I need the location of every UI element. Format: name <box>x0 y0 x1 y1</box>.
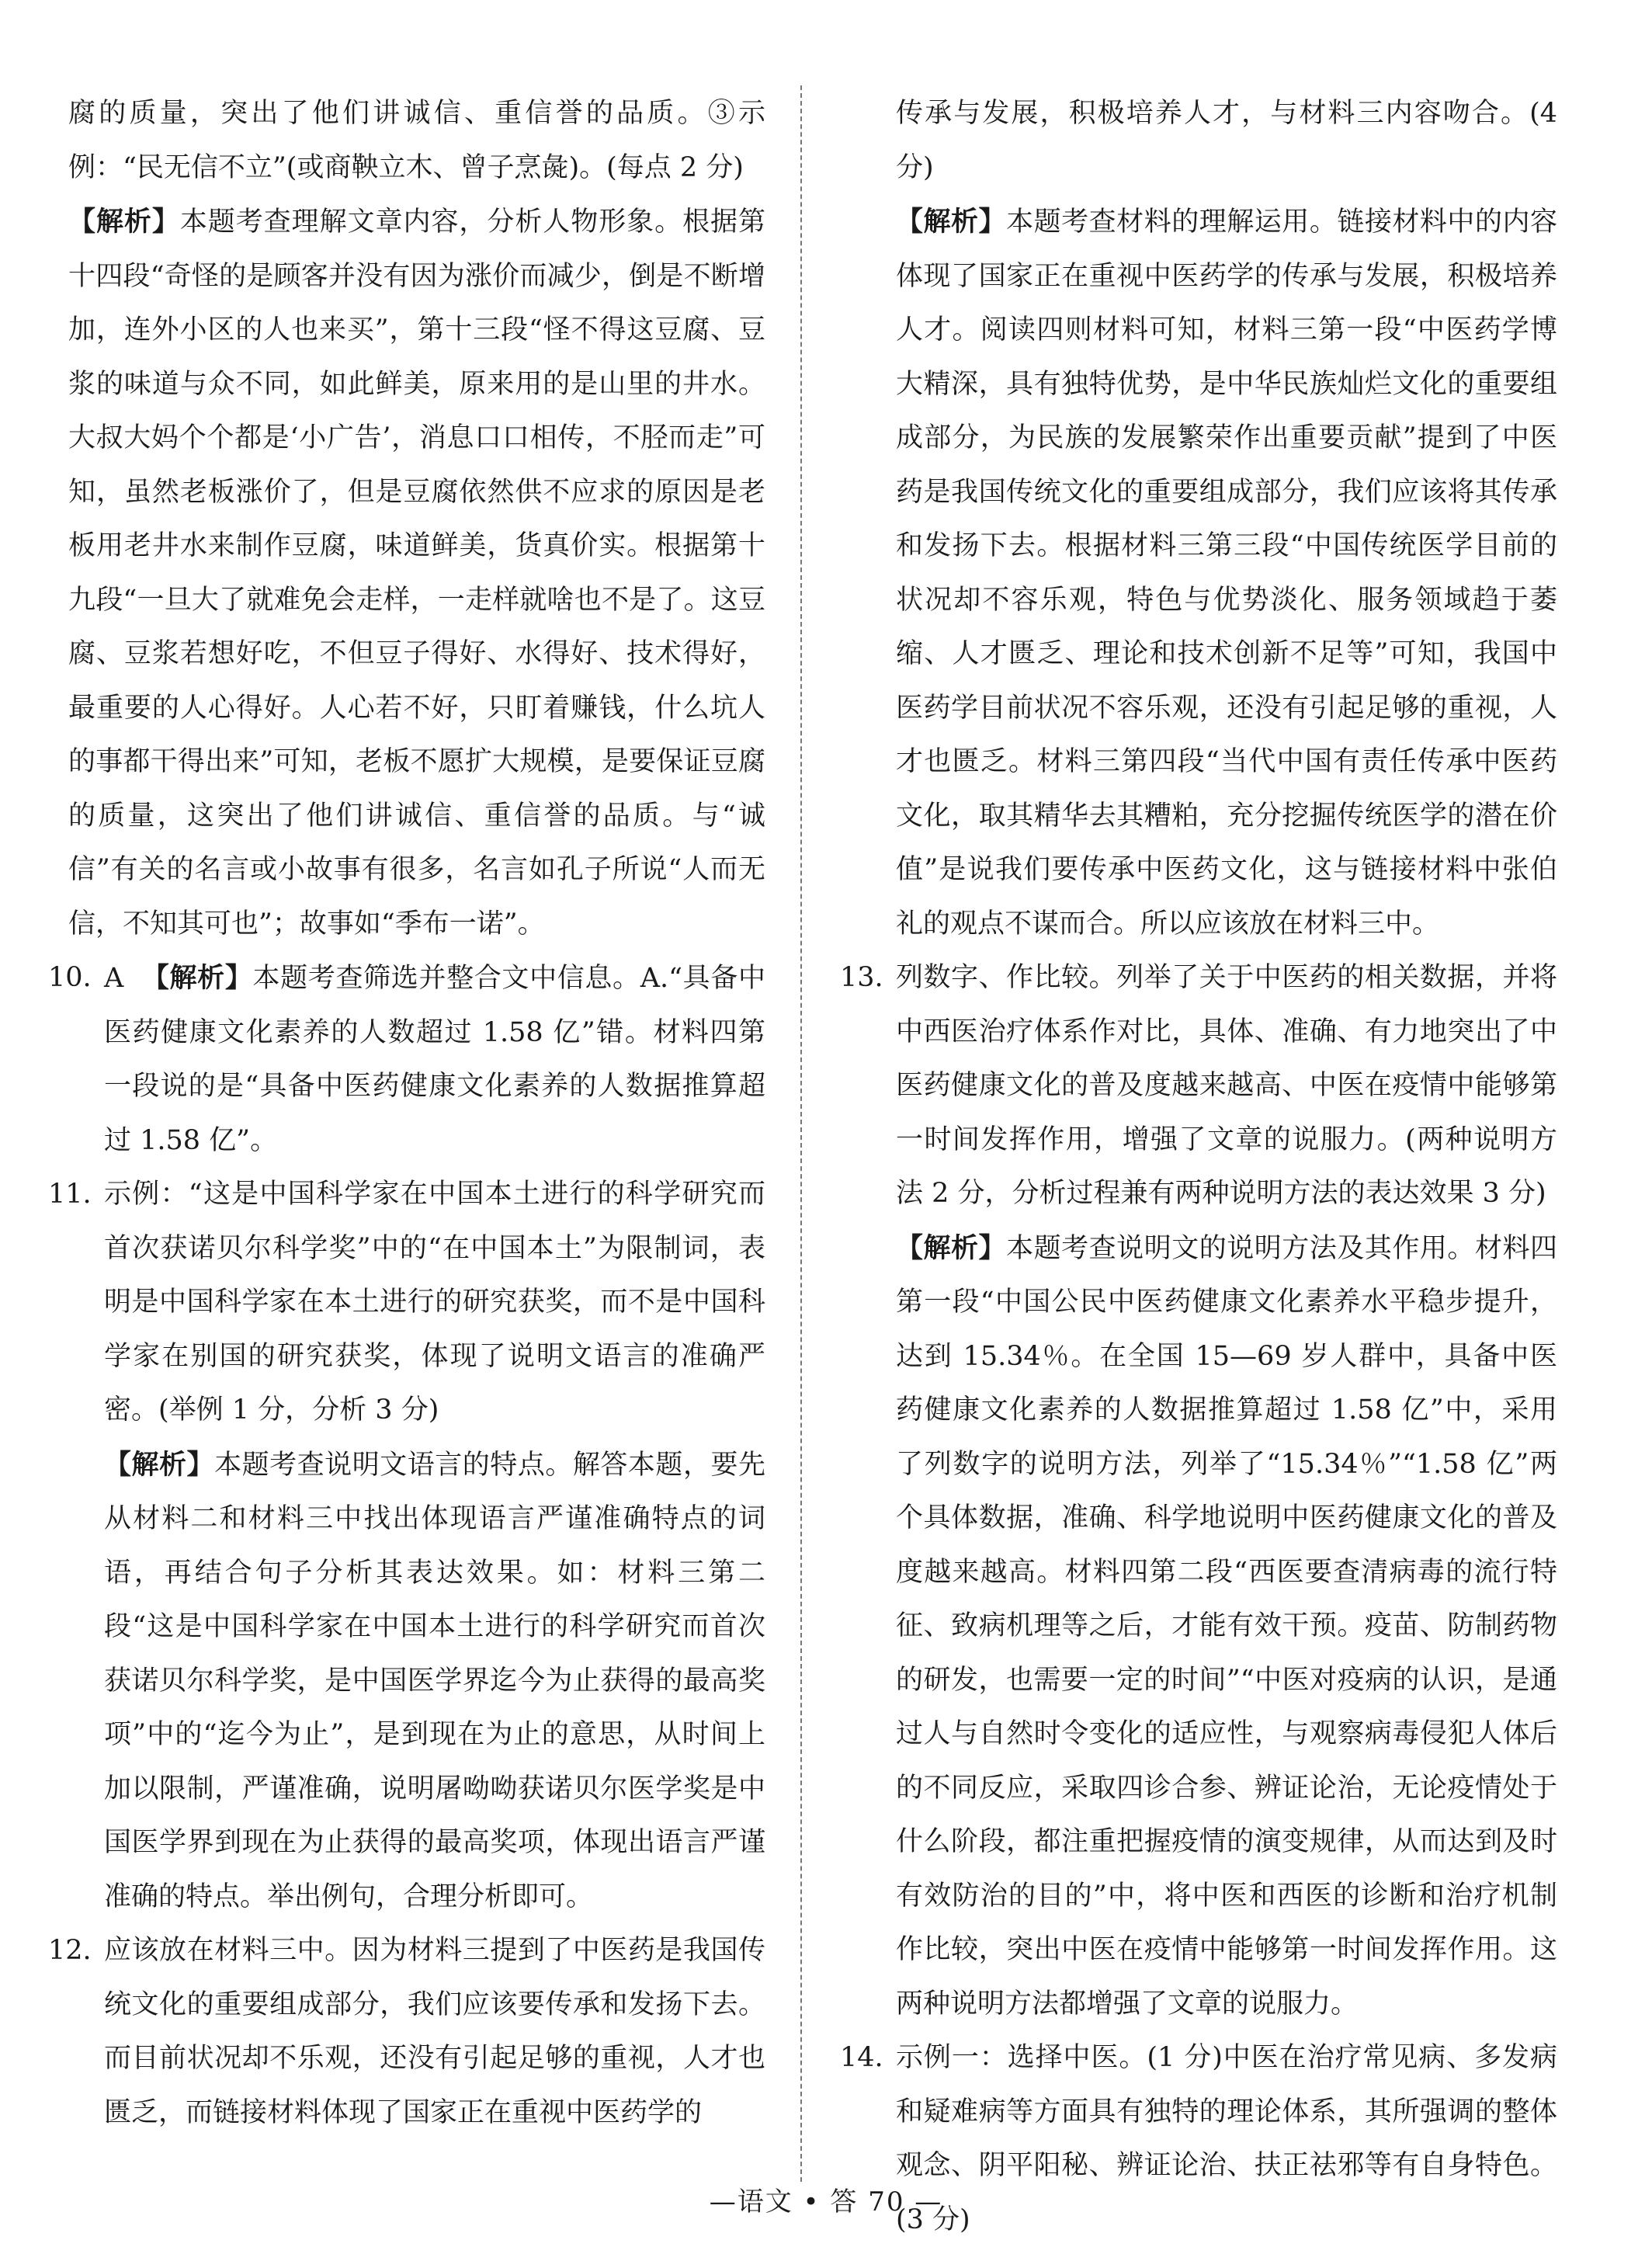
analysis-tag: 【解析】 <box>68 206 180 238</box>
right-column <box>840 87 1557 2247</box>
question-number: 13. <box>840 962 883 993</box>
question-11 <box>48 1168 765 1438</box>
answer-text: 列数字、作比较。列举了关于中医药的相关数据，并将中西医治疗体系作对比，具体、准确、有力地突出了中医药健康文化的普及度越来越高、中医在疫情中能够第一时间发挥作用，增强了文章的说服力。(两种说明方法 2 分，分析过程兼有两种说明方法的表达效果 3 分) <box>896 962 1557 1209</box>
analysis-tag: 【解析】 <box>141 962 253 994</box>
analysis-tag: 【解析】 <box>896 1231 1007 1264</box>
analysis-text: 本题考查理解文章内容，分析人物形象。根据第十四段“奇怪的是顾客并没有因为涨价而减少，倒是不断增加，连外小区的人也来买”，第十三段“怪不得这豆腐、豆浆的味道与众不同，如此鲜美，原来用的是山里的井水。大叔大妈个个都是‘小广告’，消息口口相传，不胫而走”可知，虽然老板涨价了，但是豆腐依然供不应求的原因是老板用老井水来制作豆腐，味道鲜美，货真价实。根据第十九段“一旦大了就难免会走样，一走样就啥也不是了。这豆腐、豆浆若想好吃，不但豆子得好、水得好、技术得好，最重要的人心得好。人心若不好，只盯着赚钱，什么坑人的事都干得出来”可知，老板不愿扩大规模，是要保证豆腐的质量，这突出了他们讲诚信、重信誉的品质。与“诚信”有关的名言或小故事有很多，名言如孔子所说“人而无信，不知其可也”；故事如“季布一诺”。 <box>68 207 765 939</box>
analysis-text: 本题考查说明文语言的特点。解答本题，要先从材料二和材料三中找出体现语言严谨准确特点的词语，再结合句子分析其表达效果。如：材料三第二段“这是中国科学家在中国本土进行的科学研究而首次获诺贝尔科学奖，是中国医学界迄今为止获得的最高奖项”中的“迄今为止”，是到现在为止的意思，从时间上加以限制，严谨准确，说明屠呦呦获诺贝尔医学奖是中国医学界到现在为止获得的最高奖项，体现出语言严谨准确的特点。举出例句，合理分析即可。 <box>104 1449 765 1912</box>
paragraph-q11-analysis <box>68 1438 765 1925</box>
paragraph-q12-answer-end: 传承与发展，积极培养人才，与材料三内容吻合。(4 分) <box>896 98 1557 183</box>
question-10 <box>48 951 765 1168</box>
paragraph-q13-analysis <box>860 1221 1557 2032</box>
paragraph-q9-analysis <box>68 195 765 951</box>
analysis-text: 本题考查说明文的说明方法及其作用。材料四第一段“中国公民中医药健康文化素养水平稳步提升，达到 15.34％。在全国 15—69 岁人群中，具备中医药健康文化素养的人数据推算超过 1.58 亿”中，采用了列数字的说明方法，列举了“15.34％”“1.58 亿”两个具体数据，准确、科学地说明中医药健康文化的普及度越来越高。材料四第二段“西医要查清病毒的流行特征、致病机理等之后，才能有效干预。疫苗、防制药物的研发，也需要一定的时间”“中医对疫病的认识，是通过人与自然时令变化的适应性，与观察病毒侵犯人体后的不同反应，采取四诊合参、辨证论治，无论疫情处于什么阶段，都注重把握疫情的演变规律，从而达到及时有效防治的目的”中，将中医和西医的诊断和治疗机制作比较，突出中医在疫情中能够第一时间发挥作用。这两种说明方法都增强了文章的说服力。 <box>896 1232 1557 2020</box>
answer-text: 应该放在材料三中。因为材料三提到了中医药是我国传统文化的重要组成部分，我们应该要传承和发扬下去。而目前状况却不乐观，还没有引起足够的重视，人才也匮乏，而链接材料体现了国家正在重视中医药学的 <box>104 1935 765 2128</box>
answer-choice: A <box>104 963 124 994</box>
column-divider <box>800 85 802 2182</box>
analysis-tag: 【解析】 <box>104 1448 215 1481</box>
paragraph-q9-answer-end: 腐的质量，突出了他们讲诚信、重信誉的品质。③示例：“民无信不立”(或商鞅立木、曾子烹彘)。(每点 2 分) <box>68 98 765 183</box>
question-number: 11. <box>48 1179 92 1210</box>
answer-text: 示例：“这是中国科学家在中国本土进行的科学研究而首次获诺贝尔科学奖”中的“在中国本土”为限制词，表明是中国科学家在本土进行的研究获奖，而不是中国科学家在别国的研究获奖，体现了说明文语言的准确严密。(举例 1 分，分析 3 分) <box>104 1179 765 1426</box>
question-number: 10. <box>48 962 92 993</box>
question-number: 12. <box>48 1935 92 1966</box>
answer-text: 示例一：选择中医。(1 分)中医在治疗常见病、多发病和疑难病等方面具有独特的理论体系，其所强调的整体观念、阴平阳秘、辨证论治、扶正祛邪等有自身特色。(3 分) <box>896 2042 1557 2235</box>
question-12 <box>48 1924 765 2140</box>
analysis-text: 本题考查材料的理解运用。链接材料中的内容体现了国家正在重视中医药学的传承与发展，积极培养人才。阅读四则材料可知，材料三第一段“中医药学博大精深，具有独特优势，是中华民族灿烂文化的重要组成部分，为民族的发展繁荣作出重要贡献”提到了中医药是我国传统文化的重要组成部分，我们应该将其传承和发扬下去。根据材料三第三段“中国传统医学目前的状况却不容乐观，特色与优势淡化、服务领域趋于萎缩、人才匮乏、理论和技术创新不足等”可知，我国中医药学目前状况不容乐观，还没有引起足够的重视，人才也匮乏。材料三第四段“当代中国有责任传承中医药文化，取其精华去其糟粕，充分挖掘传统医学的潜在价值”是说我们要传承中医药文化，这与链接材料中张伯礼的观点不谋而合。所以应该放在材料三中。 <box>896 207 1557 939</box>
question-13 <box>840 951 1557 1221</box>
analysis-tag: 【解析】 <box>896 206 1007 238</box>
page-footer: —语文 • 答 70 — <box>709 2186 943 2218</box>
paragraph-q12-analysis <box>860 195 1557 951</box>
question-number: 14. <box>840 2042 883 2073</box>
left-column <box>48 87 765 2140</box>
analysis-text: 本题考查筛选并整合文中信息。A.“具备中医药健康文化素养的人数超过 1.58 亿”错。材料四第一段说的是“具备中医药健康文化素养的人数据推算超过 1.58 亿”。 <box>104 963 765 1156</box>
